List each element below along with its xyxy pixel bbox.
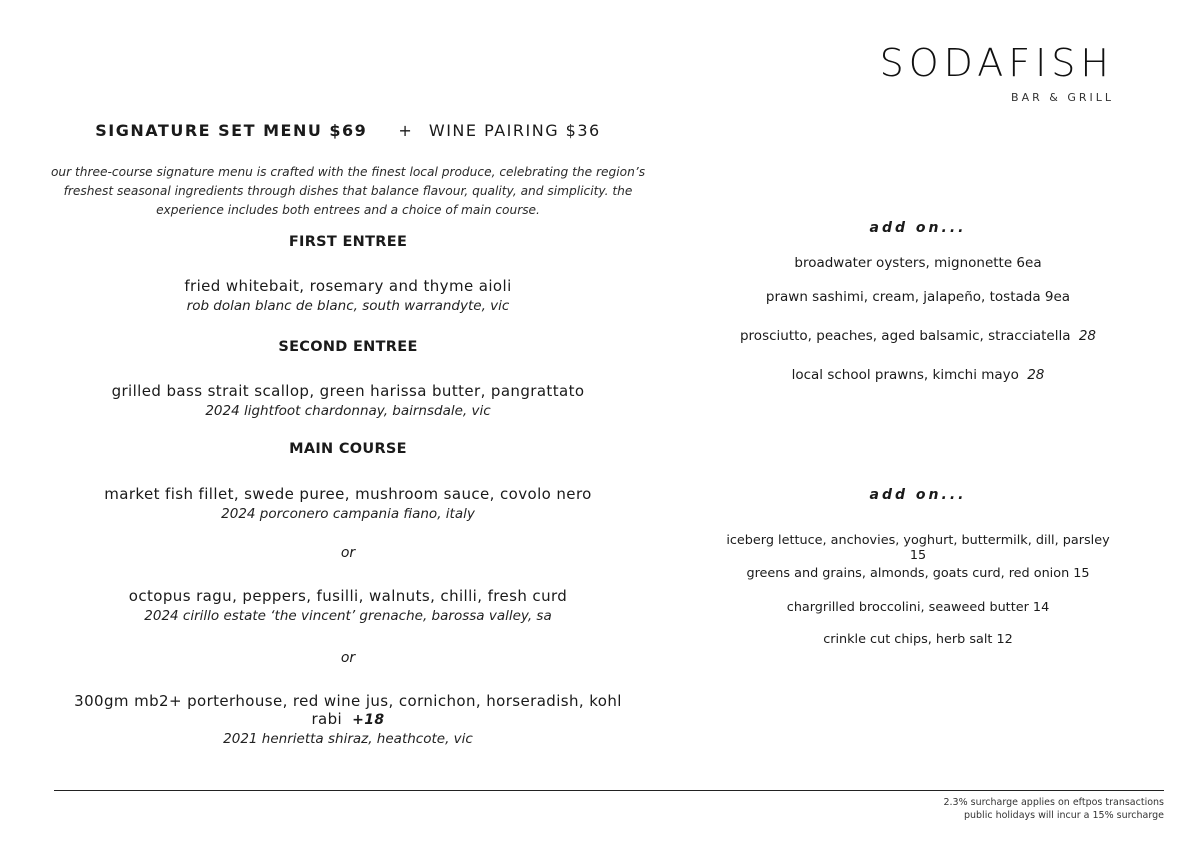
brand-name: SODAFISH [879,41,1114,85]
dish-name: fried whitebait, rosemary and thyme aioli [184,277,512,295]
holiday-note: public holidays will incur a 15% surcharge [963,810,1164,821]
addon-item [718,367,1118,383]
brand-subtitle: BAR & GRILL [1011,91,1114,104]
dish-name: grilled bass strait scallop, green harissa butter, pangrattato [111,382,585,400]
addon-item: crinkle cut chips, herb salt 12 [823,632,1013,647]
addon-item: broadwater oysters, mignonette 6ea [794,255,1042,271]
addon-item: iceberg lettuce, anchovies, yoghurt, buttermilk, dill, parsley 15 [726,533,1110,563]
addon-item: greens and grains, almonds, goats curd, red onion 15 [746,566,1090,581]
intro-line: experience includes both entrees and a choice of main course. [156,203,540,217]
wine-pairing: 2024 cirillo estate ‘the vincent’ grenache, barossa valley, sa [144,608,552,624]
set-menu-header [40,121,656,140]
brand-logo [879,41,1114,104]
second-entree-heading: SECOND ENTREE [278,339,418,355]
addon-text: prosciutto, peaches, aged balsamic, stracciatella [739,328,1071,344]
addon-entree-heading: add on... [869,220,967,236]
addon-text: local school prawns, kimchi mayo [791,367,1019,383]
footer-notes [943,796,1164,822]
main-course-heading: MAIN COURSE [289,441,407,457]
or-divider: or [340,650,356,666]
dish-surcharge: +18 [352,712,385,728]
addon-price: 28 [1027,367,1045,383]
main-course-option [40,692,656,747]
dish-name: 300gm mb2+ porterhouse, red wine jus, cornichon, horseradish, kohl rabi [74,692,622,728]
wine-pairing: 2021 henrietta shiraz, heathcote, vic [223,731,473,747]
wine-pairing: 2024 lightfoot chardonnay, bairnsdale, vic [205,403,491,419]
or-divider: or [340,545,356,561]
wine-pairing-price: WINE PAIRING $36 [428,121,601,140]
set-menu-title: SIGNATURE SET MENU $69 [95,121,368,140]
intro-line: freshest seasonal ingredients through dishes that balance flavour, quality, and simplicity. the [63,184,633,198]
dish-name: octopus ragu, peppers, fusilli, walnuts, chilli, fresh curd [128,587,568,605]
addon-price: 28 [1078,328,1096,344]
surcharge-note: 2.3% surcharge applies on eftpos transactions [943,797,1164,808]
plus-sign: + [398,121,412,140]
addon-item: chargrilled broccolini, seaweed butter 14 [786,600,1050,615]
wine-pairing: rob dolan blanc de blanc, south warrandyte, vic [186,298,510,314]
main-course-option [40,587,656,624]
first-entree-heading: FIRST ENTREE [288,234,408,250]
second-entree-item [40,382,656,419]
dish-name-with-price [40,692,656,728]
first-entree-item [40,277,656,314]
dish-name: market fish fillet, swede puree, mushroom sauce, covolo nero [104,485,592,503]
intro-line: our three-course signature menu is crafted with the finest local produce, celebrating the region’s [50,165,646,179]
wine-pairing: 2024 porconero campania fiano, italy [221,506,475,522]
footer-divider [54,790,1164,791]
addon-item: prawn sashimi, cream, jalapeño, tostada 9ea [765,289,1071,305]
main-course-option [40,485,656,522]
addon-main-heading: add on... [869,487,967,503]
set-menu-intro [40,163,656,220]
addon-item [718,328,1118,344]
